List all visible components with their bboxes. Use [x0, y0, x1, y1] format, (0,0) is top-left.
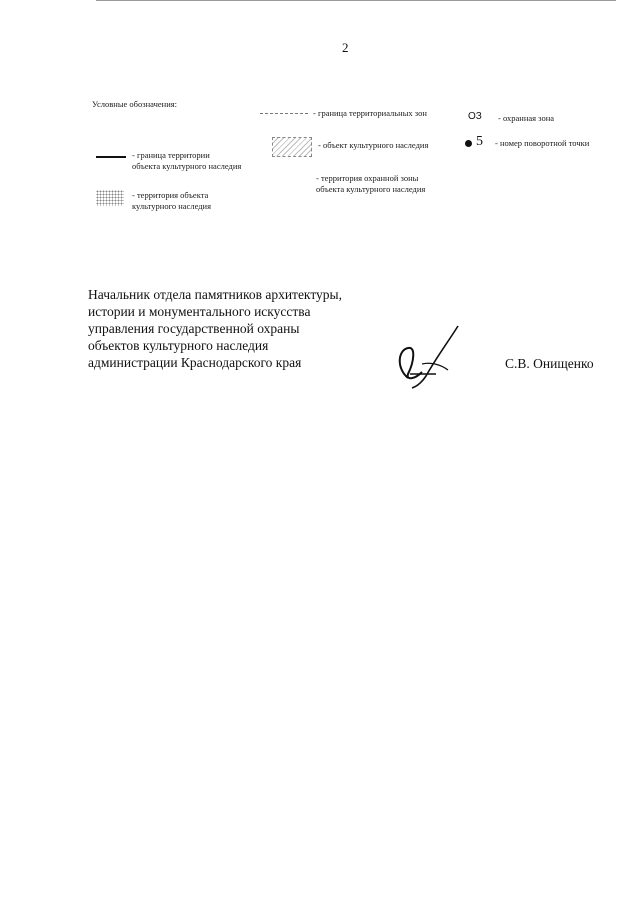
- signer-name: С.В. Онищенко: [505, 356, 594, 371]
- signatory-position: Начальник отдела памятников архитектуры, истории и монументального искусства управления государственной охраны объектов культурного наследия администрации Краснодарского края: [88, 287, 342, 370]
- dotted-box-icon: [96, 190, 124, 206]
- legend-object-territory-label: - территория объекта культурного наследия: [132, 190, 212, 211]
- dashed-line-icon: [260, 113, 308, 114]
- legend-title: Условные обозначения:: [92, 99, 178, 109]
- hatched-box-icon: [272, 137, 312, 157]
- legend-point-number: 5: [476, 134, 483, 149]
- legend-protection-zone-territory-label: - территория охранной зоны объекта культурного наследия: [316, 173, 426, 194]
- handwritten-signature: [392, 324, 462, 390]
- legend-point-label: - номер поворотной точки: [495, 138, 590, 148]
- solid-line-icon: [96, 156, 126, 158]
- legend-heritage-object-label: - объект культурного наследия: [318, 140, 429, 150]
- scan-edge-line: [96, 0, 616, 1]
- legend-zone-code: ОЗ: [468, 111, 482, 122]
- legend-zone-border-label: - граница территориальных зон: [313, 108, 427, 118]
- filled-circle-icon: [465, 140, 472, 147]
- legend-zone-code-label: - охранная зона: [498, 113, 555, 123]
- legend-territory-border-label: - граница территории объекта культурного наследия: [132, 150, 242, 171]
- page-number: 2: [342, 40, 349, 55]
